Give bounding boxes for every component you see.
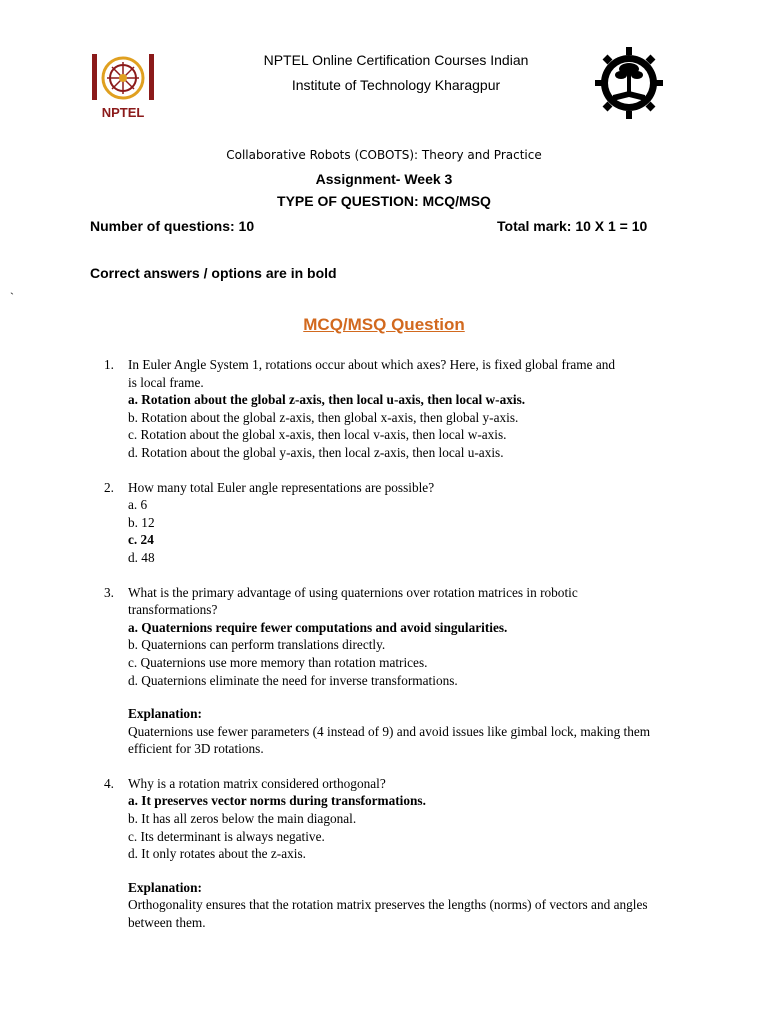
question-item bbox=[104, 584, 684, 758]
option: c. Rotation about the global x-axis, then local v-axis, then local w-axis. bbox=[128, 427, 507, 443]
question-list bbox=[104, 356, 684, 949]
nptel-logo-text: NPTEL bbox=[101, 105, 145, 120]
explanation-text: efficient for 3D rotations. bbox=[128, 741, 264, 757]
option: b. Rotation about the global z-axis, then global x-axis, then global y-axis. bbox=[128, 409, 519, 425]
question-text: In Euler Angle System 1, rotations occur about which axes? Here, is fixed global frame and bbox=[128, 357, 616, 372]
correct-option: a. Rotation about the global z-axis, then local u-axis, then local w-axis. bbox=[128, 392, 526, 408]
option: d. 48 bbox=[128, 549, 155, 565]
option: c. Quaternions use more memory than rotation matrices. bbox=[128, 654, 428, 670]
question-text: Why is a rotation matrix considered orthogonal? bbox=[128, 775, 386, 791]
correct-option: c. 24 bbox=[128, 532, 154, 548]
stray-mark: ` bbox=[10, 290, 14, 304]
institute-line-1: NPTEL Online Certification Courses Indian bbox=[263, 52, 529, 68]
option: a. 6 bbox=[128, 497, 148, 513]
question-text: is local frame. bbox=[128, 374, 204, 390]
question-text: How many total Euler angle representations are possible? bbox=[128, 479, 435, 495]
option: b. Quaternions can perform translations directly. bbox=[128, 637, 386, 653]
question-item bbox=[104, 775, 684, 932]
question-item bbox=[104, 479, 684, 567]
number-of-questions: Number of questions: 10 bbox=[90, 218, 255, 234]
question-number: 2. bbox=[104, 479, 114, 495]
explanation-heading: Explanation: bbox=[128, 879, 202, 895]
question-type: TYPE OF QUESTION: MCQ/MSQ bbox=[277, 193, 491, 209]
explanation-text: Orthogonality ensures that the rotation matrix preserves the lengths (norms) of vectors and angles bbox=[128, 897, 648, 913]
option: d. It only rotates about the z-axis. bbox=[128, 846, 306, 862]
correct-option: a. Quaternions require fewer computations and avoid singularities. bbox=[128, 619, 508, 635]
explanation-text: Quaternions use fewer parameters (4 instead of 9) and avoid issues like gimbal lock, making them bbox=[128, 723, 651, 739]
question-number: 4. bbox=[104, 775, 114, 791]
course-title: Collaborative Robots (COBOTS): Theory and Practice bbox=[226, 148, 542, 162]
option: b. It has all zeros below the main diagonal. bbox=[128, 811, 357, 827]
explanation-heading: Explanation: bbox=[128, 706, 202, 722]
total-mark: Total mark: 10 X 1 = 10 bbox=[497, 218, 648, 234]
question-item bbox=[104, 356, 684, 462]
option: d. Quaternions eliminate the need for inverse transformations. bbox=[128, 672, 458, 688]
question-text: What is the primary advantage of using quaternions over rotation matrices in robotic bbox=[128, 584, 578, 600]
question-number: 1. bbox=[104, 357, 114, 372]
option: d. Rotation about the global y-axis, then local z-axis, then local u-axis. bbox=[128, 444, 504, 460]
answer-note: Correct answers / options are in bold bbox=[90, 265, 337, 281]
question-text: transformations? bbox=[128, 602, 218, 618]
option: b. 12 bbox=[128, 514, 155, 530]
option: c. Its determinant is always negative. bbox=[128, 828, 325, 844]
section-title: MCQ/MSQ Question bbox=[303, 315, 465, 334]
explanation-text: between them. bbox=[128, 915, 206, 931]
assignment-title: Assignment- Week 3 bbox=[315, 171, 453, 187]
institute-line-2: Institute of Technology Kharagpur bbox=[291, 77, 501, 93]
correct-option: a. It preserves vector norms during transformations. bbox=[128, 793, 426, 809]
question-number: 3. bbox=[104, 584, 114, 600]
